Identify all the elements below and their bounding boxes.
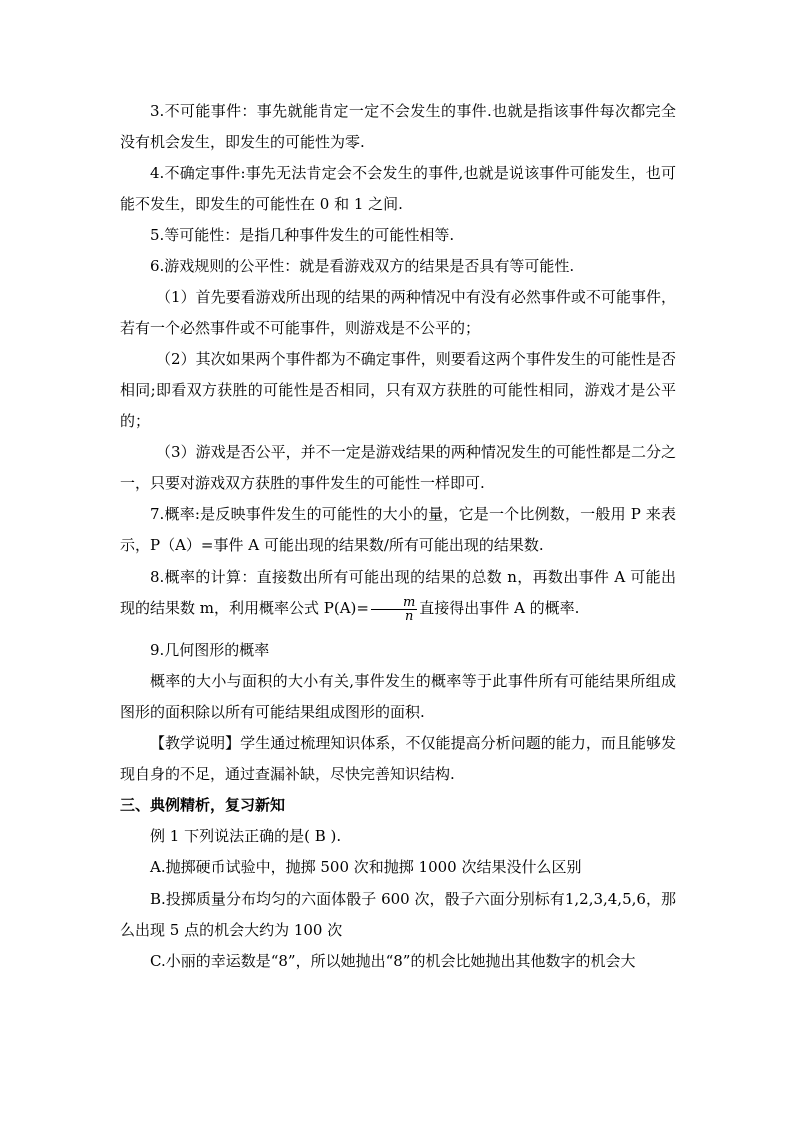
fraction-numerator: m — [371, 596, 417, 610]
calc-text-after: 直接得出事件 A 的概率. — [419, 599, 580, 617]
option-c: C.小丽的幸运数是“8”，所以她抛出“8”的机会比她抛出其他数字的机会大 — [150, 952, 636, 970]
paragraph-probability-definition: 7.概率:是反映事件发生的可能性的大小的量，它是一个比例数，一般用 P 来表示，P（A）=事件 A 可能出现的结果数/所有可能出现的结果数. — [120, 505, 676, 554]
paragraph-uncertain-event: 4.不确定事件:事先无法肯定会不会发生的事件,也就是说该事件可能发生，也可能不发生，即发生的可能性在 0 和 1 之间. — [120, 164, 676, 213]
section-heading: 三、典例精析，复习新知 — [120, 796, 286, 814]
option-b: B.投掷质量分布均匀的六面体骰子 600 次，骰子六面分别标有1,2,3,4,5,6，那么出现 5 点的机会大约为 100 次 — [120, 890, 676, 939]
paragraph-fairness-point-1: （1）首先要看游戏所出现的结果的两种情况中有没有必然事件或不可能事件，若有一个必然事件或不可能事件，则游戏是不公平的； — [120, 288, 676, 337]
paragraph-impossible-event: 3.不可能事件：事先就能肯定一定不会发生的事件.也就是指该事件每次都完全没有机会发生，即发生的可能性为零. — [120, 102, 676, 151]
option-a: A.抛掷硬币试验中，抛掷 500 次和抛掷 1000 次结果没什么区别 — [150, 858, 582, 876]
probability-fraction — [371, 596, 417, 623]
paragraph-fairness-point-2: （2）其次如果两个事件都为不确定事件，则要看这两个事件发生的可能性是否相同;即看双方获胜的可能性是否相同，只有双方获胜的可能性相同，游戏才是公平的； — [120, 350, 676, 430]
paragraph-fairness-point-3: （3）游戏是否公平，并不一定是游戏结果的两种情况发生的可能性都是二分之一，只要对游戏双方获胜的事件发生的可能性一样即可. — [120, 443, 676, 492]
paragraph-geometric-probability: 9.几何图形的概率 — [150, 641, 270, 659]
paragraph-equal-possibility: 5.等可能性：是指几种事件发生的可能性相等. — [150, 226, 455, 244]
paragraph-teaching-note: 【教学说明】学生通过梳理知识体系，不仅能提高分析问题的能力，而且能够发现自身的不足，通过查漏补缺，尽快完善知识结构. — [120, 734, 676, 783]
example-1-question: 例 1 下列说法正确的是( B ). — [150, 827, 342, 845]
calc-text-before: 8.概率的计算：直接数出所有可能出现的结果的总数 n，再数出事件 A 可能出现的结果数 m，利用概率公式 P(A)= — [120, 568, 676, 617]
paragraph-game-fairness: 6.游戏规则的公平性：就是看游戏双方的结果是否具有等可能性. — [150, 257, 575, 275]
paragraph-probability-calculation — [120, 562, 676, 624]
fraction-denominator: n — [404, 608, 414, 624]
paragraph-area-relation: 概率的大小与面积的大小有关,事件发生的概率等于此事件所有可能结果所组成图形的面积除以所有可能结果组成图形的面积. — [120, 672, 676, 721]
